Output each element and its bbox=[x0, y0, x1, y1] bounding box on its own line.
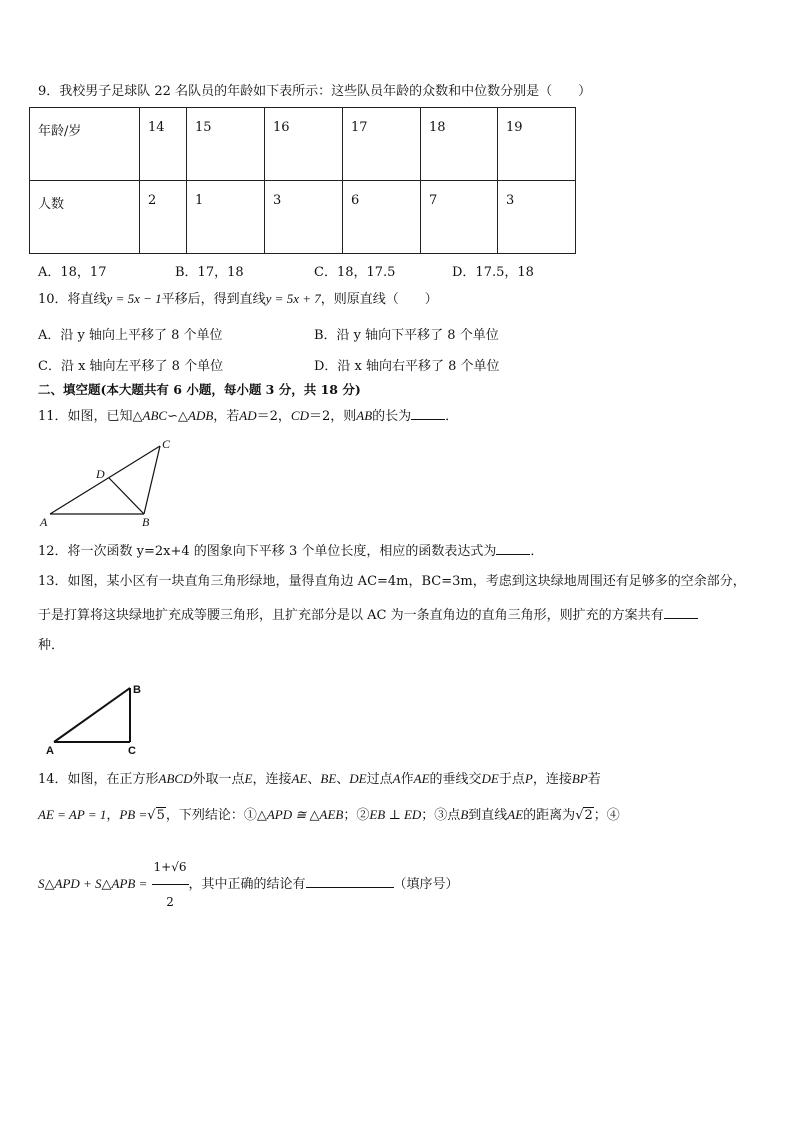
q11-triangle-figure bbox=[36, 434, 176, 530]
section-heading: 二、填空题(本大题共有 6 小题，每小题 3 分，共 18 分) bbox=[38, 382, 361, 397]
q14-text: DE bbox=[481, 771, 499, 786]
q13-line3: 种． bbox=[38, 638, 65, 653]
q14-text: BE bbox=[320, 771, 337, 786]
q10-suffix: ，则原直线（ ） bbox=[320, 292, 438, 307]
q14-text: ，连接 bbox=[252, 772, 292, 787]
label-b: B bbox=[133, 684, 141, 696]
q14-text: 、 bbox=[336, 772, 350, 787]
q14-text: AE bbox=[507, 807, 524, 822]
q14-text: 过点 bbox=[366, 772, 393, 787]
q10-eq1: y = 5x − 1 bbox=[106, 291, 162, 306]
sqrt-value: 2 bbox=[584, 808, 593, 823]
q14-text: ；④ bbox=[593, 808, 620, 823]
count-cell: 7 bbox=[421, 181, 498, 254]
q9-option-c: C．18，17.5 bbox=[314, 265, 396, 280]
q14-text: 若 bbox=[587, 772, 601, 787]
q14-text: 、 bbox=[307, 772, 321, 787]
label-d: D bbox=[96, 467, 105, 481]
q14-text: 14．如图，在正方形 bbox=[38, 772, 159, 787]
count-cell: 6 bbox=[343, 181, 421, 254]
q11-text: 的长为 bbox=[372, 409, 412, 424]
age-table bbox=[29, 107, 576, 254]
q12-text: 12．将一次函数 y=2x+4 的图象向下平移 3 个单位长度，相应的函数表达式为 bbox=[38, 544, 497, 559]
q11-text: ADB bbox=[188, 408, 214, 423]
q9-option-a: A．18，17 bbox=[38, 265, 107, 280]
row-label-age: 年龄/岁 bbox=[30, 108, 140, 181]
q14-text: A bbox=[392, 771, 401, 786]
age-cell: 17 bbox=[343, 108, 421, 181]
segment-db bbox=[109, 478, 144, 514]
q14-text: ，下列结论：① bbox=[165, 808, 257, 823]
segment-ab bbox=[54, 688, 130, 742]
q14-text: P bbox=[524, 771, 533, 786]
q14-text: AE bbox=[291, 771, 308, 786]
q11-stem bbox=[38, 407, 458, 426]
label-b: B bbox=[142, 515, 150, 529]
q14-text: PB = bbox=[119, 807, 148, 822]
label-a: A bbox=[46, 745, 54, 757]
q14-text: B bbox=[460, 807, 469, 822]
answer-blank bbox=[496, 542, 530, 555]
segment-cb bbox=[144, 446, 160, 514]
count-cell: 1 bbox=[187, 181, 265, 254]
q14-text: EB ⊥ ED bbox=[369, 807, 422, 822]
table-row bbox=[30, 108, 576, 181]
q14-text: ， bbox=[106, 808, 120, 823]
q11-text: CD bbox=[290, 408, 309, 423]
q14-text: ABCD bbox=[158, 771, 193, 786]
q11-text: 11．如图，已知△ bbox=[38, 409, 143, 424]
q11-text: AB bbox=[356, 408, 373, 423]
q10-stem bbox=[38, 290, 438, 309]
q14-text: ，其中正确的结论有 bbox=[188, 877, 306, 892]
row-label-count: 人数 bbox=[30, 181, 140, 254]
sqrt-value: 5 bbox=[156, 808, 165, 823]
table-row bbox=[30, 181, 576, 254]
q9-stem: 9．我校男子足球队 22 名队员的年龄如下表所示：这些队员年龄的众数和中位数分别是（ ） bbox=[38, 84, 592, 99]
q13-triangle-figure bbox=[40, 678, 150, 758]
age-cell: 19 bbox=[498, 108, 576, 181]
q11-text: ∽△ bbox=[167, 409, 188, 424]
fraction bbox=[152, 850, 189, 919]
q14-text: ，连接 bbox=[532, 772, 572, 787]
q14-text: AE bbox=[413, 771, 430, 786]
q12-stem bbox=[38, 542, 543, 561]
segment-ac bbox=[50, 446, 160, 514]
q14-line1 bbox=[38, 770, 601, 789]
q10-mid: 平移后，得到直线 bbox=[161, 292, 266, 307]
q9-option-b: B．17，18 bbox=[175, 265, 244, 280]
age-cell: 18 bbox=[421, 108, 498, 181]
age-cell: 15 bbox=[187, 108, 265, 181]
fraction-denominator: 2 bbox=[166, 895, 174, 909]
q14-text: BP bbox=[571, 771, 588, 786]
q9-option-d: D．17.5，18 bbox=[452, 265, 534, 280]
q11-text: ＝2， bbox=[256, 409, 291, 424]
q14-text: 作 bbox=[400, 772, 414, 787]
q14-text: E bbox=[244, 771, 253, 786]
q13-line2 bbox=[38, 606, 698, 625]
q14-text: DE bbox=[349, 771, 367, 786]
q11-text: ，若 bbox=[213, 409, 240, 424]
count-cell: 3 bbox=[498, 181, 576, 254]
q11-text: AD bbox=[239, 408, 257, 423]
q10-option-a: A．沿 y 轴向上平移了 8 个单位 bbox=[38, 328, 223, 343]
answer-blank bbox=[306, 875, 394, 888]
label-a: A bbox=[40, 515, 48, 529]
q14-text: △APD ≅ △AEB bbox=[256, 807, 344, 822]
answer-blank bbox=[411, 407, 445, 420]
q14-line3 bbox=[38, 850, 459, 919]
q10-prefix: 10．将直线 bbox=[38, 292, 107, 307]
q14-text: 到直线 bbox=[468, 808, 508, 823]
age-cell: 16 bbox=[265, 108, 343, 181]
label-c: C bbox=[128, 745, 136, 757]
q14-text: 的距离为 bbox=[523, 808, 576, 823]
q10-option-d: D．沿 x 轴向右平移了 8 个单位 bbox=[314, 359, 500, 374]
q14-line2: AE = AP = 1，PB =√5，下列结论：①△APD ≅ △AEB；②EB ⊥ ED；③点B到直线AE的距离为√2；④ bbox=[38, 807, 620, 823]
q14-text: 的垂线交 bbox=[429, 772, 482, 787]
q14-text: ；② bbox=[343, 808, 370, 823]
answer-blank bbox=[664, 606, 698, 619]
q14-text: AE = AP = 1 bbox=[38, 807, 107, 822]
q14-text: 外取一点 bbox=[192, 772, 245, 787]
q11-text: ． bbox=[445, 409, 459, 424]
q13-line1: 13．如图，某小区有一块直角三角形绿地，量得直角边 AC=4m，BC=3m，考虑到这块绿地周围还有足够多的空余部分， bbox=[38, 574, 746, 589]
q13-text: 于是打算将这块绿地扩充成等腰三角形，且扩充部分是以 AC 为一条直角边的直角三角形，则扩充的方案共有 bbox=[38, 608, 664, 623]
q10-option-c: C．沿 x 轴向左平移了 8 个单位 bbox=[38, 359, 224, 374]
label-c: C bbox=[162, 437, 171, 451]
fraction-numerator: 1+√6 bbox=[152, 850, 189, 885]
q12-end: ． bbox=[530, 544, 544, 559]
q14-text: （填序号） bbox=[393, 877, 459, 892]
q10-eq2: y = 5x + 7 bbox=[265, 291, 321, 306]
age-cell: 14 bbox=[140, 108, 187, 181]
q11-text: ABC bbox=[142, 408, 168, 423]
count-cell: 2 bbox=[140, 181, 187, 254]
q11-text: ＝2，则 bbox=[308, 409, 357, 424]
q14-text: ；③点 bbox=[421, 808, 461, 823]
q10-option-b: B．沿 y 轴向下平移了 8 个单位 bbox=[314, 328, 499, 343]
q14-area-expression: S△APD + S△APB = bbox=[38, 876, 148, 891]
count-cell: 3 bbox=[265, 181, 343, 254]
q14-text: 于点 bbox=[498, 772, 525, 787]
